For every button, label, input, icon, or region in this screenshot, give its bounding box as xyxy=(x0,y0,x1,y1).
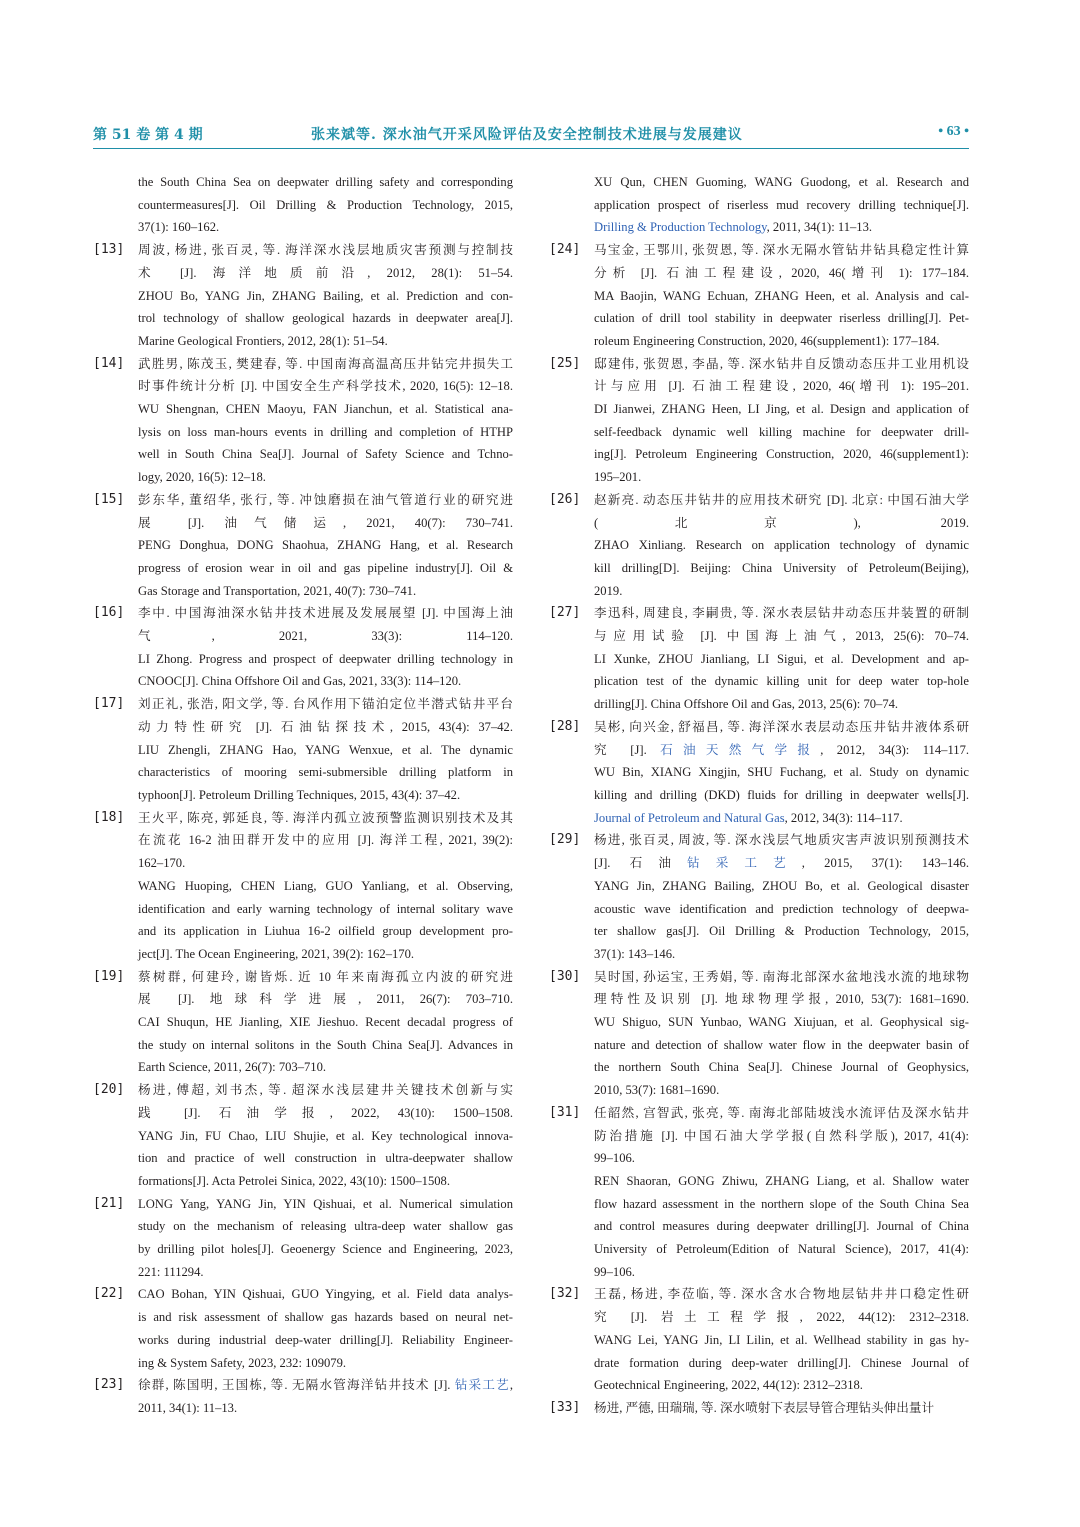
reference-item xyxy=(93,693,513,807)
reference-line: ZHAO Xinliang. Research on application technology of dynamic xyxy=(594,538,969,553)
reference-line: typhoon[J]. Petroleum Drilling Techniques, 2015, 43(4): 37–42. xyxy=(138,787,461,802)
reference-line: 195–201. xyxy=(594,470,642,485)
reference-line: 李迅科, 周建良, 李嗣贵, 等. 深水表层钻井动态压井装置的研制 xyxy=(594,606,969,621)
reference-item xyxy=(93,489,513,603)
reference-line: 展 [J]. 油气储运, 2021, 40(7): 730–741. xyxy=(138,515,513,530)
reference-line: 221: 111294. xyxy=(138,1264,204,1279)
reference-line: 究 [J]. 石油天然气学报, 2012, 34(3): 114–117. xyxy=(594,742,970,757)
journal-link[interactable]: 石油天然气学报 xyxy=(660,742,821,757)
reference-line: 在流花 16-2 油田群开发中的应用 [J]. 海洋工程, 2021, 39(2): xyxy=(138,833,513,848)
reference-number: [19] xyxy=(93,968,125,984)
reference-line: 99–106. xyxy=(594,1264,635,1279)
reference-item xyxy=(93,171,513,239)
reference-line: WANG Lei, YANG Jin, LI Lilin, et al. Wellhead stability in gas hy- xyxy=(594,1332,969,1347)
reference-line: 动力特性研究 [J]. 石油钻探技术, 2015, 43(4): 37–42. xyxy=(138,719,513,734)
reference-item xyxy=(93,966,513,1080)
reference-line: works during industrial deep-water drilling[J]. Reliability Engineer- xyxy=(138,1332,513,1347)
reference-item xyxy=(549,1283,969,1397)
reference-line: 理特性及识别 [J]. 地球物理学报, 2010, 53(7): 1681–1690. xyxy=(594,992,969,1007)
reference-item xyxy=(549,171,969,239)
reference-line: MA Baojin, WANG Echuan, ZHANG Heen, et al. Analysis and cal- xyxy=(594,288,969,303)
reference-line: the northern South China Sea[J]. Chinese Journal of Geophysics, xyxy=(594,1060,969,1075)
reference-number: [27] xyxy=(549,605,581,621)
journal-link[interactable]: Journal of Petroleum and Natural Gas xyxy=(594,810,785,825)
reference-number: [13] xyxy=(93,242,125,258)
reference-line: WANG Huoping, CHEN Liang, GUO Yanliang, et al. Observing, xyxy=(138,878,513,893)
reference-line: and its application in Liuhua 16-2 oilfield group development pro- xyxy=(138,924,513,939)
reference-number: [14] xyxy=(93,355,125,371)
reference-item xyxy=(93,353,513,489)
reference-line: study on the mechanism of releasing ultra-deep water shallow gas xyxy=(138,1219,513,1234)
reference-line: ZHOU Bo, YANG Jin, ZHANG Bailing, et al. Prediction and con- xyxy=(138,288,513,303)
reference-number: [25] xyxy=(549,355,581,371)
reference-number: [23] xyxy=(93,1377,125,1393)
reference-line: Geotechnical Engineering, 2022, 44(12): 2312–2318. xyxy=(594,1378,863,1393)
reference-line: PENG Donghua, DONG Shaohua, ZHANG Hang, et al. Research xyxy=(138,538,513,553)
reference-line: 气, 2021, 33(3): 114–120. xyxy=(138,629,513,644)
reference-number: [18] xyxy=(93,809,125,825)
reference-line: CAI Shuqun, HE Jianling, XIE Jieshuo. Recent decadal progress of xyxy=(138,1015,513,1030)
reference-item xyxy=(93,1193,513,1284)
reference-item xyxy=(549,489,969,603)
reference-line: self-feedback dynamic well killing machine for deepwater drill- xyxy=(594,424,969,439)
reference-item xyxy=(549,1102,969,1284)
reference-line: tion and practice of well construction in ultra-deepwater shallow xyxy=(138,1151,513,1166)
reference-number: [28] xyxy=(549,718,581,734)
volume-issue: 第 51 卷 第 4 期 xyxy=(93,127,203,143)
reference-line: LI Zhong. Progress and prospect of deepwater drilling technology in xyxy=(138,651,513,666)
reference-line: well in South China Sea[J]. Journal of Safety Science and Tchno- xyxy=(138,447,513,462)
reference-item xyxy=(549,602,969,716)
reference-line: drate formation during deep-water drilling[J]. Chinese Journal of xyxy=(594,1355,969,1370)
reference-line: 术 [J]. 海洋地质前沿, 2012, 28(1): 51–54. xyxy=(138,265,513,280)
reference-line: [J]. 石油钻采工艺, 2015, 37(1): 143–146. xyxy=(594,856,970,871)
reference-line: application prospect of riserless mud recovery drilling technique[J]. xyxy=(594,197,969,212)
reference-line: trol technology of shallow geological hazards in deepwater area[J]. xyxy=(138,311,513,326)
reference-item xyxy=(93,807,513,966)
reference-line: 彭东华, 董绍华, 张行, 等. 冲蚀磨损在油气管道行业的研究进 xyxy=(138,492,513,507)
reference-item xyxy=(549,239,969,353)
reference-line: the South China Sea on deepwater drilling safety and corresponding xyxy=(138,175,513,189)
reference-line: 99–106. xyxy=(594,1151,635,1166)
reference-line: progress of erosion wear in oil and gas pipeline industry[J]. Oil & xyxy=(138,560,513,575)
reference-line: Marine Geological Frontiers, 2012, 28(1): 51–54. xyxy=(138,333,388,348)
reference-line: 徐群, 陈国明, 王国栋, 等. 无隔水管海洋钻井技术 [J]. 钻采工艺, xyxy=(138,1378,514,1393)
reference-line: 37(1): 160–162. xyxy=(138,220,220,235)
reference-item xyxy=(93,1374,513,1419)
reference-line: 2019. xyxy=(594,583,623,598)
references-left-column xyxy=(93,171,513,1420)
reference-number: [17] xyxy=(93,696,125,712)
reference-line: LI Xunke, ZHOU Jianliang, LI Sigui, et al. Development and ap- xyxy=(594,651,969,666)
reference-number: [22] xyxy=(93,1286,125,1302)
reference-line: 2010, 53(7): 1681–1690. xyxy=(594,1083,720,1098)
reference-line: Earth Science, 2011, 26(7): 703–710. xyxy=(138,1060,327,1075)
reference-line: LIU Zhengli, ZHANG Hao, YANG Wenxue, et al. The dynamic xyxy=(138,742,513,757)
reference-line: 马宝金, 王鄂川, 张贺恩, 等. 深水无隔水管钻井钻具稳定性计算 xyxy=(594,243,969,258)
reference-number: [21] xyxy=(93,1195,125,1211)
reference-line: 时事件统计分析 [J]. 中国安全生产科学技术, 2020, 16(5): 12–18. xyxy=(138,379,513,394)
reference-line: YANG Jin, ZHANG Bailing, ZHOU Bo, et al. Geological disaster xyxy=(594,878,969,893)
reference-line: 任韶然, 宫智武, 张亮, 等. 南海北部陆坡浅水流评估及深水钻井 xyxy=(594,1105,969,1120)
reference-line: Journal of Petroleum and Natural Gas, 2012, 34(3): 114–117. xyxy=(594,810,903,825)
reference-number: [16] xyxy=(93,605,125,621)
reference-line: killing and drilling (DKD) fluids for drilling in deepwater wells[J]. xyxy=(594,787,969,802)
reference-line: is and risk assessment of shallow gas hazards based on neural net- xyxy=(138,1310,513,1325)
reference-number: [26] xyxy=(549,491,581,507)
reference-item xyxy=(549,829,969,965)
reference-line: acoustic wave identification and prediction technology of deepwa- xyxy=(594,901,969,916)
reference-line: LONG Yang, YANG Jin, YIN Qishuai, et al. Numerical simulation xyxy=(138,1196,513,1211)
reference-line: 37(1): 143–146. xyxy=(594,946,676,961)
reference-line: countermeasures[J]. Oil Drilling & Production Technology, 2015, xyxy=(138,197,513,212)
reference-line: 吴时国, 孙运宝, 王秀娟, 等. 南海北部深水盆地浅水流的地球物 xyxy=(594,969,969,984)
reference-item xyxy=(93,1283,513,1374)
reference-line: 162–170. xyxy=(138,856,186,871)
reference-number: [15] xyxy=(93,491,125,507)
reference-number: [30] xyxy=(549,968,581,984)
reference-line: 武胜男, 陈茂玉, 樊建春, 等. 中国南海高温高压井钻完井损失工 xyxy=(138,356,513,371)
reference-line: 邸建伟, 张贺恩, 李晶, 等. 深水钻井自反馈动态压井工业用机设 xyxy=(594,356,969,371)
reference-line: 李中. 中国海油深水钻井技术进展及发展展望 [J]. 中国海上油 xyxy=(138,606,513,621)
reference-line: DI Jianwei, ZHANG Heen, LI Jing, et al. Design and application of xyxy=(594,402,969,417)
reference-line: ing[J]. Petroleum Engineering Construction, 2020, 46(supplement1): xyxy=(594,447,969,462)
reference-number: [24] xyxy=(549,242,581,258)
reference-line: the study on internal solitons in the South China Sea[J]. Advances in xyxy=(138,1037,513,1052)
reference-item xyxy=(93,602,513,693)
reference-item xyxy=(549,1397,969,1420)
reference-line: 2011, 34(1): 11–13. xyxy=(138,1400,238,1415)
reference-line: 蔡树群, 何建玲, 谢皆烁. 近 10 年来南海孤立内波的研究进 xyxy=(138,969,513,984)
reference-number: [31] xyxy=(549,1104,581,1120)
reference-line: roleum Engineering Construction, 2020, 46(supplement1): 177–184. xyxy=(594,333,940,348)
reference-line: flow hazard assessment in the northern slope of the South China Sea xyxy=(594,1196,969,1211)
reference-line: 与应用试验 [J]. 中国海上油气, 2013, 25(6): 70–74. xyxy=(594,629,969,644)
reference-line: XU Qun, CHEN Guoming, WANG Guodong, et al. Research and xyxy=(594,175,969,189)
reference-line: by drilling pilot holes[J]. Geoenergy Science and Engineering, 2023, xyxy=(138,1242,513,1257)
running-title: 张来斌等. 深水油气开采风险评估及安全控制技术进展与发展建议 xyxy=(311,127,743,143)
journal-link[interactable]: 钻采工艺 xyxy=(454,1378,510,1393)
reference-line: WU Shiguo, SUN Yunbao, WANG Xiujuan, et al. Geophysical sig- xyxy=(594,1015,969,1030)
reference-line: logy, 2020, 16(5): 12–18. xyxy=(138,470,266,485)
journal-link[interactable]: Drilling & Production Technology xyxy=(594,220,767,235)
reference-line: 防治措施 [J]. 中国石油大学学报(自然科学版), 2017, 41(4): xyxy=(594,1128,969,1143)
reference-line: identification and early warning technology of internal solitary wave xyxy=(138,901,513,916)
reference-line: CAO Bohan, YIN Qishuai, GUO Yingying, et al. Field data analys- xyxy=(138,1287,513,1302)
reference-item xyxy=(549,353,969,489)
reference-line: 展 [J]. 地球科学进展, 2011, 26(7): 703–710. xyxy=(138,992,513,1007)
reference-line: WU Bin, XIANG Xingjin, SHU Fuchang, et al. Study on dynamic xyxy=(594,765,969,780)
reference-number: [32] xyxy=(549,1286,581,1302)
reference-line: plication test of the dynamic killing unit for deep water top-hole xyxy=(594,674,969,689)
reference-line: culation of drill tool stability in deepwater riserless drilling[J]. Pet- xyxy=(594,311,969,326)
reference-line: and control measures during deepwater drilling[J]. Journal of China xyxy=(594,1219,969,1234)
reference-line: kill drilling[D]. Beijing: China University of Petroleum(Beijing), xyxy=(594,560,969,575)
reference-line: 杨进, 张百灵, 周波, 等. 深水浅层气地质灾害声波识别预测技术 xyxy=(594,833,969,848)
reference-line: lysis on loss man-hours events in drilling and completion of HTHP xyxy=(138,424,513,439)
reference-line: 践 [J]. 石油学报, 2022, 43(10): 1500–1508. xyxy=(138,1105,513,1120)
reference-line: 杨进, 傅超, 刘书杰, 等. 超深水浅层建井关键技术创新与实 xyxy=(138,1083,513,1098)
reference-line: ter shallow gas[J]. Oil Drilling & Production Technology, 2015, xyxy=(594,924,969,939)
reference-line: 刘正礼, 张浩, 阳文学, 等. 台风作用下锚泊定位半潜式钻井平台 xyxy=(138,697,513,712)
reference-line: 周波, 杨进, 张百灵, 等. 海洋深水浅层地质灾害预测与控制技 xyxy=(138,243,513,258)
reference-line: CNOOC[J]. China Offshore Oil and Gas, 2021, 33(3): 114–120. xyxy=(138,674,462,689)
reference-line: ject[J]. The Ocean Engineering, 2021, 39(2): 162–170. xyxy=(138,946,415,961)
reference-line: WU Shengnan, CHEN Maoyu, FAN Jianchun, et al. Statistical ana- xyxy=(138,402,513,417)
reference-item xyxy=(549,716,969,830)
references-right-column xyxy=(549,171,969,1420)
reference-line: 杨进, 严德, 田瑞瑞, 等. 深水喷射下表层导管合理钻头伸出量计 xyxy=(594,1400,935,1415)
reference-line: 吴彬, 向兴金, 舒福昌, 等. 海洋深水表层动态压井钻井液体系研 xyxy=(594,719,969,734)
reference-line: characteristics of mooring semi-submersible drilling platform in xyxy=(138,765,513,780)
reference-line: 计与应用 [J]. 石油工程建设, 2020, 46(增刊 1): 195–201. xyxy=(594,379,969,394)
reference-number: [20] xyxy=(93,1082,125,1098)
journal-link[interactable]: 钻采工艺 xyxy=(687,856,802,871)
reference-line: YANG Jin, FU Chao, LIU Shujie, et al. Key technological innova- xyxy=(138,1128,513,1143)
reference-line: 分析 [J]. 石油工程建设, 2020, 46(增刊 1): 177–184. xyxy=(594,265,969,280)
running-header xyxy=(93,120,969,149)
reference-item xyxy=(549,966,969,1102)
page-number: • 63 • xyxy=(938,124,969,139)
reference-line: 赵新亮. 动态压井钻井的应用技术研究 [D]. 北京: 中国石油大学 xyxy=(594,492,969,507)
reference-line: drilling[J]. China Offshore Oil and Gas, 2013, 25(6): 70–74. xyxy=(594,697,899,712)
reference-line: formations[J]. Acta Petrolei Sinica, 2022, 43(10): 1500–1508. xyxy=(138,1173,450,1188)
reference-line: Drilling & Production Technology, 2011, 34(1): 11–13. xyxy=(594,220,873,235)
reference-line: 王磊, 杨进, 李莅临, 等. 深水含水合物地层钻井井口稳定性研 xyxy=(594,1287,969,1302)
reference-line: REN Shaoran, GONG Zhiwu, ZHANG Liang, et al. Shallow water xyxy=(594,1173,969,1188)
reference-line: University of Petroleum(Edition of Natural Science), 2017, 41(4): xyxy=(594,1242,969,1257)
reference-line: Gas Storage and Transportation, 2021, 40(7): 730–741. xyxy=(138,583,417,598)
reference-line: (北京), 2019. xyxy=(594,515,969,530)
reference-item xyxy=(93,239,513,353)
reference-line: nature and detection of shallow water flow in the deepwater basin of xyxy=(594,1037,969,1052)
reference-line: 究 [J]. 岩土工程学报, 2022, 44(12): 2312–2318. xyxy=(594,1310,969,1325)
reference-line: 王火平, 陈亮, 郭延良, 等. 海洋内孤立波预警监测识别技术及其 xyxy=(138,810,513,825)
reference-item xyxy=(93,1079,513,1193)
reference-number: [29] xyxy=(549,832,581,848)
reference-number: [33] xyxy=(549,1399,581,1415)
reference-line: ing & System Safety, 2023, 232: 109079. xyxy=(138,1355,347,1370)
